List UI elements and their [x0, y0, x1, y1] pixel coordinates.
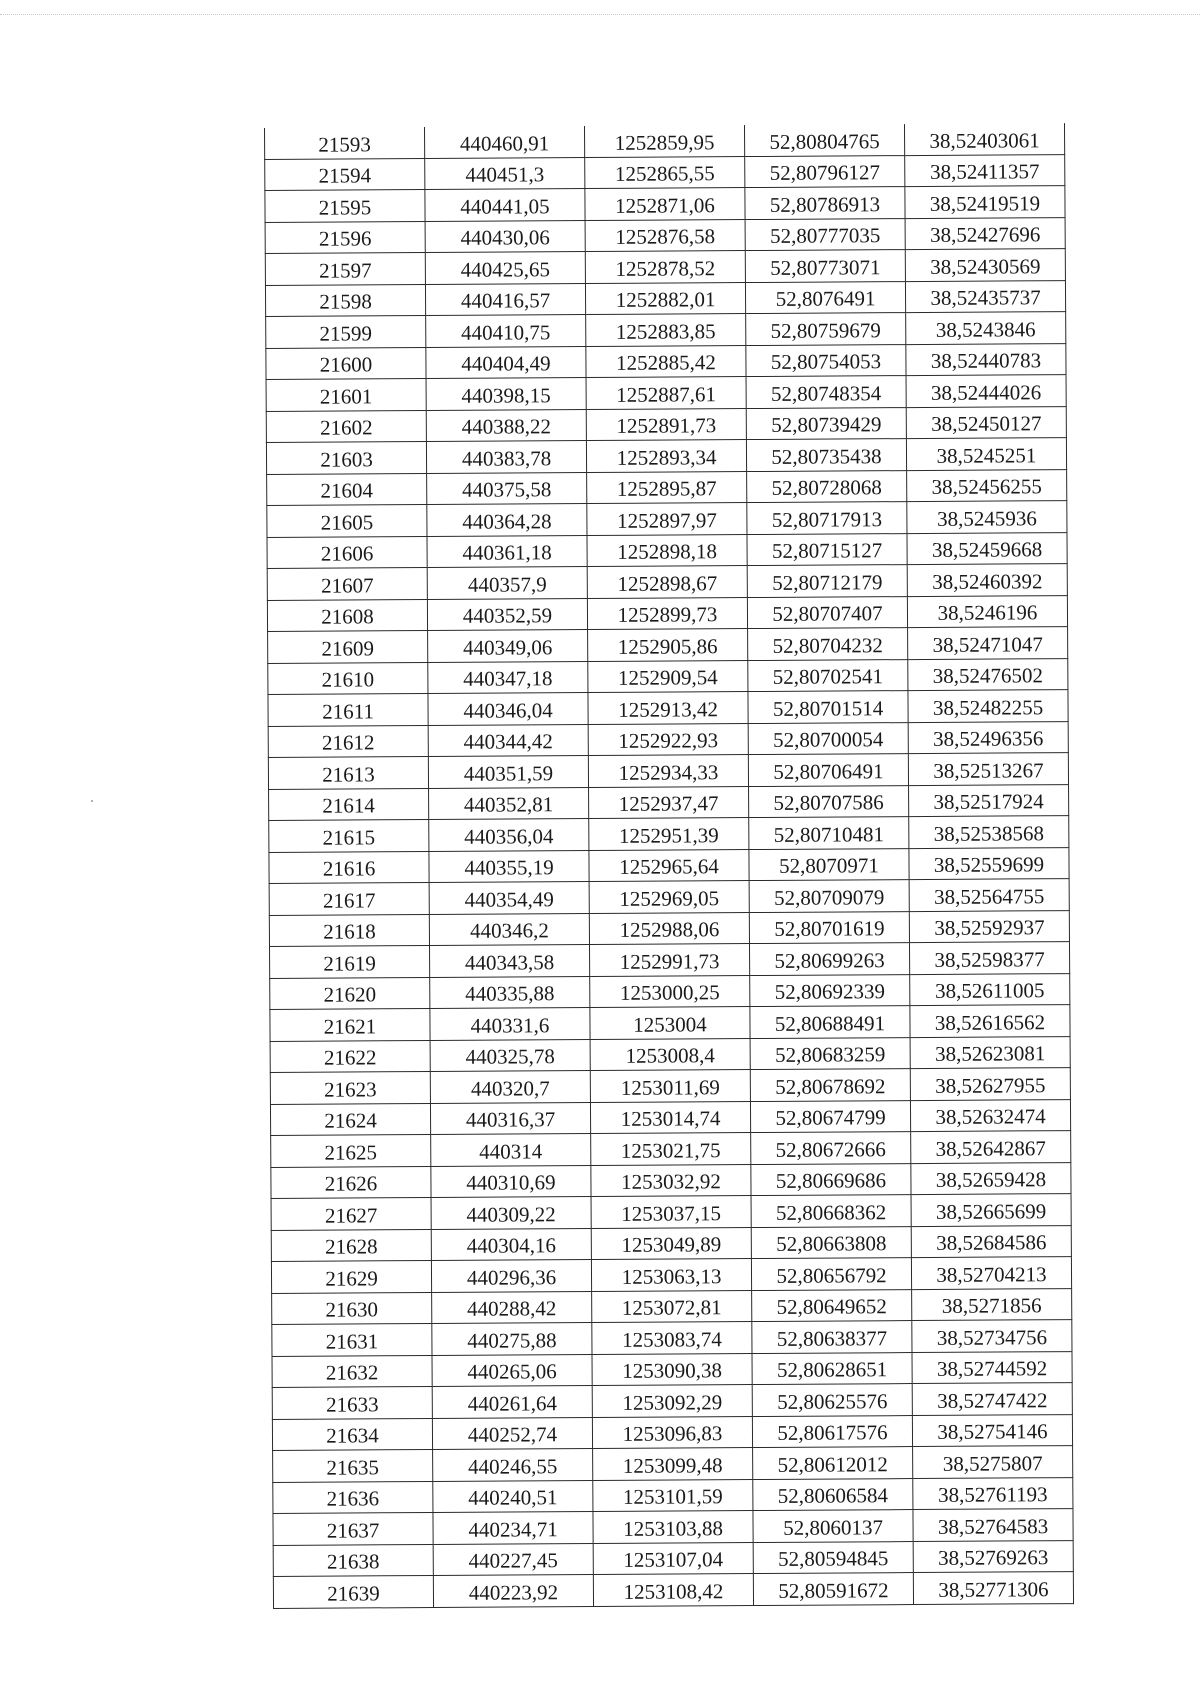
- x-coordinate-cell: 440410,75: [426, 315, 586, 347]
- point-number-cell: 21639: [273, 1575, 433, 1607]
- point-number-cell: 21631: [272, 1323, 432, 1355]
- longitude-cell: 38,52430569: [905, 249, 1065, 281]
- longitude-cell: 38,52744592: [912, 1351, 1072, 1383]
- point-number-cell: 21622: [270, 1040, 430, 1072]
- y-coordinate-cell: 1253108,42: [593, 1574, 753, 1606]
- point-number-cell: 21593: [265, 127, 425, 159]
- coordinate-table-body: [265, 123, 1074, 1608]
- x-coordinate-cell: 440430,06: [425, 220, 585, 252]
- y-coordinate-cell: 1253063,13: [591, 1259, 751, 1291]
- latitude-cell: 52,80707407: [747, 596, 907, 628]
- y-coordinate-cell: 1252859,95: [584, 125, 744, 157]
- point-number-cell: 21602: [266, 410, 426, 442]
- latitude-cell: 52,80638377: [752, 1321, 912, 1353]
- longitude-cell: 38,5243846: [906, 312, 1066, 344]
- longitude-cell: 38,52665699: [911, 1194, 1071, 1226]
- x-coordinate-cell: 440275,88: [432, 1323, 592, 1355]
- latitude-cell: 52,80702541: [748, 659, 908, 691]
- coordinate-table-container: [264, 123, 1074, 1608]
- table-row: [266, 375, 1066, 411]
- x-coordinate-cell: 440310,69: [431, 1165, 591, 1197]
- y-coordinate-cell: 1252871,06: [585, 188, 745, 220]
- point-number-cell: 21595: [265, 190, 425, 222]
- point-number-cell: 21626: [271, 1166, 431, 1198]
- longitude-cell: 38,52459668: [907, 532, 1067, 564]
- longitude-cell: 38,52761193: [913, 1477, 1073, 1509]
- longitude-cell: 38,52659428: [911, 1162, 1071, 1194]
- x-coordinate-cell: 440361,18: [427, 535, 587, 567]
- longitude-cell: 38,52769263: [913, 1540, 1073, 1572]
- point-number-cell: 21619: [269, 946, 429, 978]
- y-coordinate-cell: 1252891,73: [586, 408, 746, 440]
- x-coordinate-cell: 440352,59: [427, 598, 587, 630]
- latitude-cell: 52,80699263: [749, 943, 909, 975]
- latitude-cell: 52,80625576: [752, 1384, 912, 1416]
- longitude-cell: 38,52627955: [910, 1068, 1070, 1100]
- longitude-cell: 38,52440783: [906, 343, 1066, 375]
- table-row: [268, 690, 1068, 726]
- table-row: [266, 438, 1066, 474]
- point-number-cell: 21598: [265, 284, 425, 316]
- x-coordinate-cell: 440296,36: [431, 1260, 591, 1292]
- x-coordinate-cell: 440335,88: [430, 976, 590, 1008]
- table-row: [267, 595, 1067, 631]
- longitude-cell: 38,52476502: [908, 658, 1068, 690]
- latitude-cell: 52,80669686: [751, 1163, 911, 1195]
- point-number-cell: 21636: [273, 1481, 433, 1513]
- x-coordinate-cell: 440344,42: [428, 724, 588, 756]
- latitude-cell: 52,80706491: [748, 754, 908, 786]
- y-coordinate-cell: 1253099,48: [593, 1448, 753, 1480]
- longitude-cell: 38,52435737: [905, 280, 1065, 312]
- y-coordinate-cell: 1252913,42: [588, 692, 748, 724]
- longitude-cell: 38,52598377: [909, 942, 1069, 974]
- point-number-cell: 21627: [271, 1197, 431, 1229]
- table-row: [268, 627, 1068, 663]
- table-row: [271, 1131, 1071, 1167]
- x-coordinate-cell: 440351,59: [428, 756, 588, 788]
- point-number-cell: 21623: [270, 1072, 430, 1104]
- longitude-cell: 38,52592937: [909, 910, 1069, 942]
- longitude-cell: 38,52704213: [911, 1257, 1071, 1289]
- point-number-cell: 21618: [269, 914, 429, 946]
- point-number-cell: 21607: [267, 568, 427, 600]
- y-coordinate-cell: 1252887,61: [586, 377, 746, 409]
- x-coordinate-cell: 440223,92: [433, 1575, 593, 1607]
- longitude-cell: 38,52496356: [908, 721, 1068, 753]
- x-coordinate-cell: 440316,37: [430, 1102, 590, 1134]
- table-row: [273, 1540, 1073, 1576]
- latitude-cell: 52,80704232: [748, 628, 908, 660]
- y-coordinate-cell: 1252897,97: [587, 503, 747, 535]
- y-coordinate-cell: 1253014,74: [590, 1101, 750, 1133]
- table-row: [267, 469, 1067, 505]
- latitude-cell: 52,80674799: [750, 1100, 910, 1132]
- latitude-cell: 52,80709079: [749, 880, 909, 912]
- latitude-cell: 52,80786913: [745, 187, 905, 219]
- point-number-cell: 21600: [266, 347, 426, 379]
- point-number-cell: 21624: [270, 1103, 430, 1135]
- point-number-cell: 21594: [265, 158, 425, 190]
- longitude-cell: 38,52734756: [912, 1320, 1072, 1352]
- x-coordinate-cell: 440331,6: [430, 1008, 590, 1040]
- table-row: [270, 1099, 1070, 1135]
- longitude-cell: 38,52471047: [908, 627, 1068, 659]
- longitude-cell: 38,52564755: [909, 879, 1069, 911]
- x-coordinate-cell: 440252,74: [432, 1417, 592, 1449]
- table-row: [265, 217, 1065, 253]
- table-row: [272, 1320, 1072, 1356]
- point-number-cell: 21606: [267, 536, 427, 568]
- latitude-cell: 52,80748354: [746, 376, 906, 408]
- x-coordinate-cell: 440309,22: [431, 1197, 591, 1229]
- y-coordinate-cell: 1253049,89: [591, 1227, 751, 1259]
- table-row: [271, 1225, 1071, 1261]
- y-coordinate-cell: 1253092,29: [592, 1385, 752, 1417]
- longitude-cell: 38,52771306: [913, 1572, 1073, 1604]
- x-coordinate-cell: 440288,42: [432, 1291, 592, 1323]
- y-coordinate-cell: 1253011,69: [590, 1070, 750, 1102]
- table-row: [269, 816, 1069, 852]
- table-row: [265, 154, 1065, 190]
- longitude-cell: 38,5245251: [906, 438, 1066, 470]
- x-coordinate-cell: 440304,16: [431, 1228, 591, 1260]
- latitude-cell: 52,80678692: [750, 1069, 910, 1101]
- y-coordinate-cell: 1252878,52: [585, 251, 745, 283]
- y-coordinate-cell: 1252969,05: [589, 881, 749, 913]
- y-coordinate-cell: 1253101,59: [593, 1479, 753, 1511]
- point-number-cell: 21601: [266, 379, 426, 411]
- y-coordinate-cell: 1252898,18: [587, 534, 747, 566]
- longitude-cell: 38,52513267: [908, 753, 1068, 785]
- point-number-cell: 21637: [273, 1512, 433, 1544]
- point-number-cell: 21625: [271, 1135, 431, 1167]
- y-coordinate-cell: 1252876,58: [585, 219, 745, 251]
- y-coordinate-cell: 1253090,38: [592, 1353, 752, 1385]
- y-coordinate-cell: 1252909,54: [588, 660, 748, 692]
- y-coordinate-cell: 1253032,92: [591, 1164, 751, 1196]
- x-coordinate-cell: 440261,64: [432, 1386, 592, 1418]
- latitude-cell: 52,80649652: [752, 1289, 912, 1321]
- longitude-cell: 38,52419519: [905, 186, 1065, 218]
- coordinate-table: [264, 123, 1074, 1608]
- x-coordinate-cell: 440246,55: [433, 1449, 593, 1481]
- latitude-cell: 52,80804765: [744, 124, 904, 156]
- x-coordinate-cell: 440460,91: [424, 126, 584, 158]
- scan-speck: [91, 800, 93, 802]
- latitude-cell: 52,80754053: [746, 344, 906, 376]
- x-coordinate-cell: 440357,9: [427, 567, 587, 599]
- table-row: [272, 1383, 1072, 1419]
- longitude-cell: 38,52450127: [906, 406, 1066, 438]
- table-row: [271, 1194, 1071, 1230]
- longitude-cell: 38,5246196: [907, 595, 1067, 627]
- table-row: [267, 564, 1067, 600]
- longitude-cell: 38,52460392: [907, 564, 1067, 596]
- latitude-cell: 52,80712179: [747, 565, 907, 597]
- latitude-cell: 52,80715127: [747, 533, 907, 565]
- x-coordinate-cell: 440352,81: [429, 787, 589, 819]
- longitude-cell: 38,52456255: [907, 469, 1067, 501]
- page-top-rule: [0, 14, 1200, 15]
- x-coordinate-cell: 440347,18: [428, 661, 588, 693]
- table-row: [265, 249, 1065, 285]
- longitude-cell: 38,52517924: [909, 784, 1069, 816]
- point-number-cell: 21633: [272, 1386, 432, 1418]
- point-number-cell: 21630: [272, 1292, 432, 1324]
- y-coordinate-cell: 1252865,55: [585, 156, 745, 188]
- table-row: [273, 1477, 1073, 1513]
- point-number-cell: 21609: [268, 631, 428, 663]
- longitude-cell: 38,52427696: [905, 217, 1065, 249]
- latitude-cell: 52,80617576: [752, 1415, 912, 1447]
- y-coordinate-cell: 1253107,04: [593, 1542, 753, 1574]
- point-number-cell: 21620: [270, 977, 430, 1009]
- latitude-cell: 52,80701514: [748, 691, 908, 723]
- latitude-cell: 52,80663808: [751, 1226, 911, 1258]
- y-coordinate-cell: 1253103,88: [593, 1511, 753, 1543]
- y-coordinate-cell: 1253037,15: [591, 1196, 751, 1228]
- y-coordinate-cell: 1252893,34: [586, 440, 746, 472]
- latitude-cell: 52,80739429: [746, 407, 906, 439]
- longitude-cell: 38,52611005: [910, 973, 1070, 1005]
- table-row: [267, 501, 1067, 537]
- longitude-cell: 38,52616562: [910, 1005, 1070, 1037]
- table-row: [270, 1005, 1070, 1041]
- x-coordinate-cell: 440265,06: [432, 1354, 592, 1386]
- table-row: [269, 942, 1069, 978]
- longitude-cell: 38,52764583: [913, 1509, 1073, 1541]
- latitude-cell: 52,80735438: [746, 439, 906, 471]
- latitude-cell: 52,80628651: [752, 1352, 912, 1384]
- longitude-cell: 38,52632474: [910, 1099, 1070, 1131]
- latitude-cell: 52,80591672: [753, 1573, 913, 1605]
- x-coordinate-cell: 440425,65: [425, 252, 585, 284]
- y-coordinate-cell: 1252905,86: [588, 629, 748, 661]
- table-row: [273, 1446, 1073, 1482]
- point-number-cell: 21599: [266, 316, 426, 348]
- x-coordinate-cell: 440451,3: [425, 157, 585, 189]
- table-row: [272, 1288, 1072, 1324]
- x-coordinate-cell: 440441,05: [425, 189, 585, 221]
- latitude-cell: 52,80717913: [747, 502, 907, 534]
- table-row: [269, 879, 1069, 915]
- y-coordinate-cell: 1253000,25: [590, 975, 750, 1007]
- y-coordinate-cell: 1253008,4: [590, 1038, 750, 1070]
- x-coordinate-cell: 440388,22: [426, 409, 586, 441]
- point-number-cell: 21613: [268, 757, 428, 789]
- latitude-cell: 52,80668362: [751, 1195, 911, 1227]
- point-number-cell: 21596: [265, 221, 425, 253]
- y-coordinate-cell: 1252883,85: [586, 314, 746, 346]
- latitude-cell: 52,8060137: [753, 1510, 913, 1542]
- table-row: [270, 1068, 1070, 1104]
- latitude-cell: 52,8070971: [749, 848, 909, 880]
- table-row: [273, 1572, 1073, 1608]
- point-number-cell: 21617: [269, 883, 429, 915]
- point-number-cell: 21615: [269, 820, 429, 852]
- y-coordinate-cell: 1252937,47: [589, 786, 749, 818]
- longitude-cell: 38,5275807: [913, 1446, 1073, 1478]
- latitude-cell: 52,80672666: [751, 1132, 911, 1164]
- table-row: [266, 406, 1066, 442]
- table-row: [268, 721, 1068, 757]
- latitude-cell: 52,8076491: [745, 281, 905, 313]
- table-row: [265, 280, 1065, 316]
- point-number-cell: 21621: [270, 1009, 430, 1041]
- latitude-cell: 52,80710481: [749, 817, 909, 849]
- latitude-cell: 52,80594845: [753, 1541, 913, 1573]
- y-coordinate-cell: 1252951,39: [589, 818, 749, 850]
- longitude-cell: 38,52754146: [912, 1414, 1072, 1446]
- x-coordinate-cell: 440354,49: [429, 882, 589, 914]
- y-coordinate-cell: 1253096,83: [592, 1416, 752, 1448]
- longitude-cell: 38,52747422: [912, 1383, 1072, 1415]
- point-number-cell: 21638: [273, 1544, 433, 1576]
- y-coordinate-cell: 1252934,33: [588, 755, 748, 787]
- longitude-cell: 38,52538568: [909, 816, 1069, 848]
- latitude-cell: 52,80683259: [750, 1037, 910, 1069]
- y-coordinate-cell: 1253021,75: [591, 1133, 751, 1165]
- x-coordinate-cell: 440314: [431, 1134, 591, 1166]
- x-coordinate-cell: 440325,78: [430, 1039, 590, 1071]
- x-coordinate-cell: 440240,51: [433, 1480, 593, 1512]
- table-row: [266, 343, 1066, 379]
- table-row: [265, 186, 1065, 222]
- longitude-cell: 38,52403061: [904, 123, 1064, 155]
- x-coordinate-cell: 440320,7: [430, 1071, 590, 1103]
- table-row: [267, 532, 1067, 568]
- latitude-cell: 52,80688491: [750, 1006, 910, 1038]
- point-number-cell: 21611: [268, 694, 428, 726]
- y-coordinate-cell: 1253004: [590, 1007, 750, 1039]
- point-number-cell: 21616: [269, 851, 429, 883]
- point-number-cell: 21632: [272, 1355, 432, 1387]
- point-number-cell: 21610: [268, 662, 428, 694]
- table-row: [270, 1036, 1070, 1072]
- table-row: [269, 784, 1069, 820]
- latitude-cell: 52,80692339: [750, 974, 910, 1006]
- table-row: [266, 312, 1066, 348]
- table-row: [270, 973, 1070, 1009]
- x-coordinate-cell: 440355,19: [429, 850, 589, 882]
- y-coordinate-cell: 1252991,73: [589, 944, 749, 976]
- point-number-cell: 21612: [268, 725, 428, 757]
- x-coordinate-cell: 440375,58: [427, 472, 587, 504]
- table-row: [268, 658, 1068, 694]
- table-row: [265, 123, 1065, 159]
- point-number-cell: 21635: [273, 1449, 433, 1481]
- longitude-cell: 38,52642867: [911, 1131, 1071, 1163]
- longitude-cell: 38,52411357: [905, 154, 1065, 186]
- point-number-cell: 21608: [267, 599, 427, 631]
- point-number-cell: 21604: [267, 473, 427, 505]
- table-row: [272, 1351, 1072, 1387]
- y-coordinate-cell: 1252882,01: [585, 282, 745, 314]
- latitude-cell: 52,80777035: [745, 218, 905, 250]
- x-coordinate-cell: 440234,71: [433, 1512, 593, 1544]
- x-coordinate-cell: 440364,28: [427, 504, 587, 536]
- y-coordinate-cell: 1252898,67: [587, 566, 747, 598]
- x-coordinate-cell: 440346,04: [428, 693, 588, 725]
- table-row: [271, 1162, 1071, 1198]
- table-row: [271, 1257, 1071, 1293]
- x-coordinate-cell: 440398,15: [426, 378, 586, 410]
- y-coordinate-cell: 1252988,06: [589, 912, 749, 944]
- latitude-cell: 52,80773071: [745, 250, 905, 282]
- point-number-cell: 21614: [269, 788, 429, 820]
- x-coordinate-cell: 440227,45: [433, 1543, 593, 1575]
- x-coordinate-cell: 440356,04: [429, 819, 589, 851]
- latitude-cell: 52,80656792: [751, 1258, 911, 1290]
- y-coordinate-cell: 1252965,64: [589, 849, 749, 881]
- longitude-cell: 38,5271856: [912, 1288, 1072, 1320]
- x-coordinate-cell: 440349,06: [428, 630, 588, 662]
- latitude-cell: 52,80606584: [753, 1478, 913, 1510]
- latitude-cell: 52,80728068: [747, 470, 907, 502]
- latitude-cell: 52,80796127: [745, 155, 905, 187]
- x-coordinate-cell: 440346,2: [429, 913, 589, 945]
- y-coordinate-cell: 1252922,93: [588, 723, 748, 755]
- y-coordinate-cell: 1252895,87: [587, 471, 747, 503]
- longitude-cell: 38,52482255: [908, 690, 1068, 722]
- x-coordinate-cell: 440416,57: [425, 283, 585, 315]
- y-coordinate-cell: 1252885,42: [586, 345, 746, 377]
- point-number-cell: 21603: [266, 442, 426, 474]
- point-number-cell: 21597: [265, 253, 425, 285]
- y-coordinate-cell: 1253072,81: [592, 1290, 752, 1322]
- latitude-cell: 52,80707586: [749, 785, 909, 817]
- y-coordinate-cell: 1253083,74: [592, 1322, 752, 1354]
- table-row: [269, 910, 1069, 946]
- longitude-cell: 38,52444026: [906, 375, 1066, 407]
- point-number-cell: 21605: [267, 505, 427, 537]
- latitude-cell: 52,80612012: [753, 1447, 913, 1479]
- longitude-cell: 38,5245936: [907, 501, 1067, 533]
- x-coordinate-cell: 440383,78: [426, 441, 586, 473]
- point-number-cell: 21634: [272, 1418, 432, 1450]
- longitude-cell: 38,52684586: [911, 1225, 1071, 1257]
- x-coordinate-cell: 440343,58: [429, 945, 589, 977]
- latitude-cell: 52,80701619: [749, 911, 909, 943]
- latitude-cell: 52,80759679: [746, 313, 906, 345]
- table-row: [269, 847, 1069, 883]
- table-row: [272, 1414, 1072, 1450]
- point-number-cell: 21629: [271, 1260, 431, 1292]
- y-coordinate-cell: 1252899,73: [587, 597, 747, 629]
- longitude-cell: 38,52559699: [909, 847, 1069, 879]
- latitude-cell: 52,80700054: [748, 722, 908, 754]
- x-coordinate-cell: 440404,49: [426, 346, 586, 378]
- longitude-cell: 38,52623081: [910, 1036, 1070, 1068]
- table-row: [268, 753, 1068, 789]
- point-number-cell: 21628: [271, 1229, 431, 1261]
- table-row: [273, 1509, 1073, 1545]
